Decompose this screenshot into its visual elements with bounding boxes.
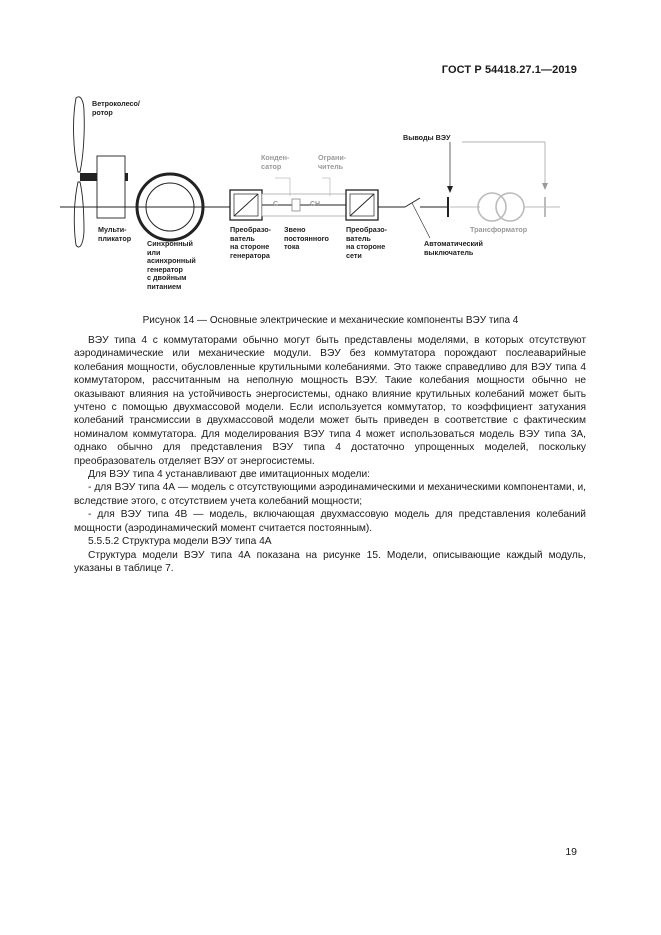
label-capacitor: Конден- сатор (261, 153, 290, 171)
paragraph: - для ВЭУ типа 4А — модель с отсутствующими аэродинамическими и механическими компонентами, и, вследствие этого, с отсутствием учета колебаний мощности; (74, 482, 586, 507)
label-rotor: Ветроколесо/ ротор (92, 99, 140, 117)
body-text (74, 334, 586, 575)
label-box-c: C (273, 201, 279, 208)
figure-14 (0, 0, 661, 320)
label-dc-link: Звено постоянного тока (284, 225, 329, 252)
label-multiplier: Мульти- пликатор (98, 225, 132, 243)
section-heading: 5.5.5.2 Структура модели ВЭУ типа 4А (88, 536, 272, 548)
label-converter-generator: Преобразо- ватель на стороне генератора (230, 225, 272, 260)
label-box-ch: CH (310, 201, 321, 208)
transformer-coil-1 (478, 193, 506, 221)
paragraph: Структура модели ВЭУ типа 4А показана на рисунке 15. Модели, описывающие каждый модуль, указаны в таблице 7. (74, 549, 586, 574)
label-terminals: Выводы ВЭУ (403, 133, 451, 142)
breaker-contact (405, 198, 420, 207)
label-converter-grid: Преобразо- ватель на стороне сети (346, 225, 388, 260)
label-transformer: Трансформатор (470, 225, 528, 234)
paragraph: Для ВЭУ типа 4 устанавливают две имитационных модели: (88, 469, 370, 481)
label-generator: Синхронный или асинхронный генератор с двойным питанием (147, 239, 196, 291)
rotor-blade-bottom (74, 182, 84, 247)
paragraph: - для ВЭУ типа 4В — модель, включающая двухмассовую модель для представления колебаний мощности (аэродинамический момент считается постоянным). (74, 509, 586, 534)
document-code: ГОСТ Р 54418.27.1—2019 (441, 64, 577, 76)
label-breaker: Автоматический выключатель (424, 239, 483, 257)
figure-caption: Рисунок 14 — Основные электрические и механические компоненты ВЭУ типа 4 (142, 315, 519, 326)
transformer-coil-2 (496, 193, 524, 221)
rotor-blade-top (74, 97, 85, 172)
label-limiter: Ограни- читель (318, 153, 347, 171)
multiplier-box (97, 156, 125, 218)
paragraph: ВЭУ типа 4 с коммутаторами обычно могут быть представлены моделями, в которых отсутствуют аэродинамические или механические модули. ВЭУ без коммутатора порождают послеаварийные колебания мощности, обусловленные крутильными колебаниями. Это также справедливо для ВЭУ типа 4 коммутатором, рассчитанным на неполную мощность ВЭУ. Такие колебания мощности обычно не оказывают влияния на устойчивость энергосистемы, однако влияние крутильных колебаний может быть учтено с помощью двухмассовой модели. Если используется коммутатор, то коэффициент затухания колебаний трансмиссии в двухмассовой модели может быть приведен в соответствие с фактическим номиналом коммутатора. Для моделирования ВЭУ типа 4 может использоваться модель ВЭУ типа 3А, однако обычно для представления ВЭУ типа 4 достаточно упрощенных моделей, поскольку преобразователь отделяет ВЭУ от энергосистемы. (74, 335, 586, 467)
page-number: 19 (565, 846, 577, 858)
